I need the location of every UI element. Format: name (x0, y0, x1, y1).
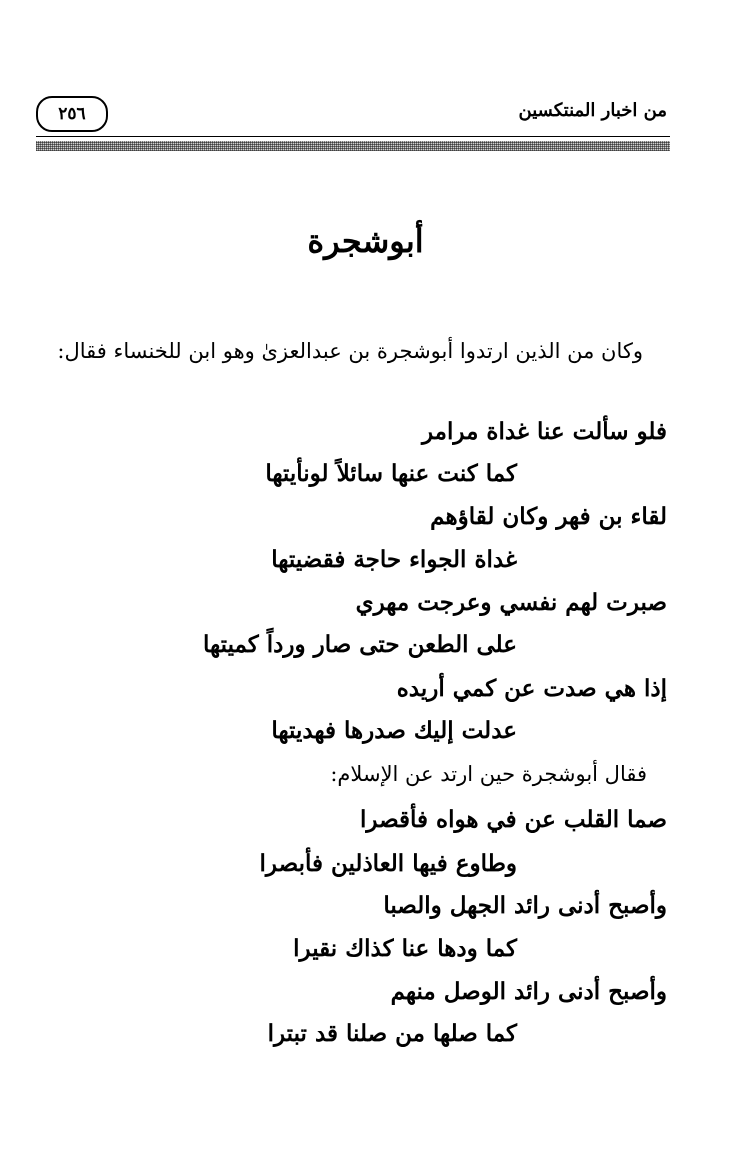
running-title: من اخبار المنتكسين (518, 100, 667, 121)
verse-line: وأصبح أدنى رائد الوصل منهم (390, 978, 667, 1005)
verse-line: عدلت إليك صدرها فهديتها (271, 717, 517, 744)
lead-in-text: فقال أبوشجرة حين ارتد عن الإسلام: (330, 762, 647, 786)
verse-line: فلو سألت عنا غداة مرامر (421, 418, 667, 445)
header-rule (36, 136, 670, 137)
verse-line: كما صلها من صلنا قد تبترا (267, 1020, 517, 1047)
verse-line: غداة الجواء حاجة فقضيتها (271, 546, 517, 573)
verse-line: لقاء بن فهر وكان لقاؤهم (430, 503, 667, 530)
intro-text: وكان من الذين ارتدوا أبوشجرة بن عبدالعزىٰ وهو ابن للخنساء فقال: (57, 339, 643, 363)
intro-paragraph (42, 332, 667, 370)
page-header (0, 0, 731, 160)
header-band (36, 141, 670, 151)
verse-line: إذا هي صدت عن كمي أريده (396, 675, 667, 702)
verse-line: كما كنت عنها سائلاً لونأيتها (265, 460, 517, 487)
page-number: ٢٥٦ (36, 96, 108, 132)
verse-line: صبرت لهم نفسي وعرجت مهري (355, 589, 667, 616)
verse-line: كما ودها عنا كذاك نقيرا (293, 935, 517, 962)
verse-line: وطاوع فيها العاذلين فأبصرا (259, 850, 517, 877)
verse-line: صما القلب عن في هواه فأقصرا (360, 806, 667, 833)
chapter-title: أبوشجرة (307, 222, 424, 260)
verse-line: وأصبح أدنى رائد الجهل والصبا (383, 892, 667, 919)
verse-line: على الطعن حتى صار ورداً كميتها (203, 631, 517, 658)
